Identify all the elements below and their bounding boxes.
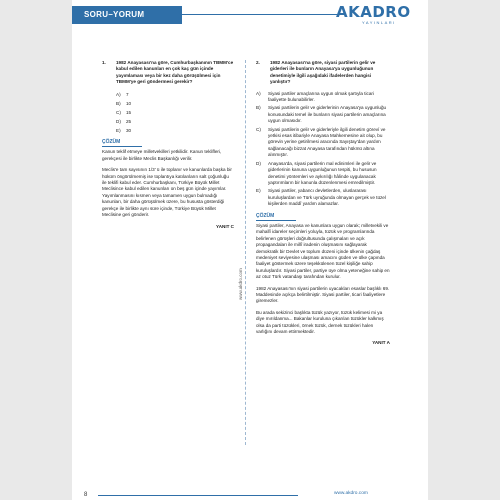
logo-subtext: YAYINLARI xyxy=(362,20,396,25)
solution-rule xyxy=(102,146,142,147)
solution-paragraph: Meclis'e tam sayısının 1/3' ü ile toplanır ve kanunlarda başka bir hüküm öngörülmemiş ise toplantıya katılanların salt çoğunluğu ile teklifi kabul eder. Cumhurbaşkanı, Türkiye Büyük Millet Meclisince kabul edilen kanunları on beş gün içinde yayımlar. Yayımlanmasını kısmen veya tamamen uygun bulmadığı kanunları, bir daha görüşülmek üzere, bu hususta gösterdiği gerekçe ile birlikte aynı süre içinde, Türkiye Büyük Millet Meclisine geri gönderir. xyxy=(102,167,232,218)
question-text: 1982 Anayasası'na göre, Cumhurbaşkanının TBMM'ce kabul edilen kanunları en çok kaç gün içinde yayımlaması veya bir kez daha görüşülmesi için TBMM'ye geri göndermesi gerekir? xyxy=(116,60,234,85)
column-divider xyxy=(245,60,246,445)
question-number: 1. xyxy=(102,60,106,65)
option-a: A) 7 xyxy=(116,91,129,97)
question-2-column xyxy=(256,60,390,347)
side-url: www.akdro.com xyxy=(238,268,243,300)
page-number: 8 xyxy=(84,492,88,498)
solution-paragraph: Siyasi partiler, Anayasa ve kanunlara uygun olarak; milletvekili ve mahallî idareler seçimleri yoluyla, tüzük ve programlarında belirlenen görüşleri doğrultusunda çalışmaları ve açık propagandaları ile millî iradenin oluşmasını sağlayarak demokratik bir Devlet ve toplum düzeni içinde ülkenin çağdaş medeniyet seviyesine ulaşması amacını güden ve ülke çapında faaliyet göstermek üzere teşekkülenen tüzel kişiliğe sahip kuruluşlardır. Siyasi partiler, partiye üye olma yeteneğine sahip en az otuz Türk vatandaşı tarafından kurulur. xyxy=(256,222,390,280)
option-d: D) Anayasa'da, siyasi partilerin mal edinimleri ile gelir ve giderlerinin kanuna uygunluğunun tespiti, bu hususun denetimi yöntemleri ve aykırılığı hâlinde uygulanacak yaptırımların bir kanunla düzenlenmesi emredilmiştir. xyxy=(256,160,377,185)
solution-paragraph: 1982 Anayasası'nın siyasi partilerin uyacakları esaslar başlıklı 69. Maddesinde açıkça belirtilmiştir. Siyasi partiler, ticari faaliyetlere giremezler. xyxy=(256,285,390,304)
question-1-column xyxy=(102,60,234,230)
option-c: C) Siyasi partilerin gelir ve giderleriyle ilgili denetim göreví ve yetkisi esas itibariyle Anayasa Mahkemesine ait olup, bu görevin yerine getirilmesi aracında Sayıştay'dan yardım sağlanacağı bizzat Anayasa tarafından hükmü altına alınmıştır. xyxy=(256,126,386,158)
option-d: D) 25 xyxy=(116,118,132,124)
solution-label: ÇÖZÜM xyxy=(102,139,121,146)
logo-wordmark: AKADRO xyxy=(336,3,411,21)
solution-label: ÇÖZÜM xyxy=(256,212,275,219)
solution-rule xyxy=(256,220,296,221)
option-b: B) Siyasi partilerin gelir ve giderlerinin Anayasa'ya uygunluğu konusundaki temel ile bunların siyasi partilerin amaçlarına uygun olmasıdır. xyxy=(256,105,387,124)
answer-options xyxy=(256,91,390,208)
answer-options xyxy=(116,92,234,134)
section-tab: SORU–YORUM xyxy=(72,6,182,24)
header-rule xyxy=(170,14,338,15)
question-text: 1982 Anayasası'na göre, siyasi partilerin gelir ve giderleri ile bunların Anayasa'ya uygunluğunun denetimiyle ilgili aşağıdaki ifadelerden hangisi yanlıştır? xyxy=(270,60,376,85)
option-e: E) Siyasi partiler, yabancı devletlerden, uluslararası kuruluşlardan ve Türk uyruğunda olmayan gerçek ve tüzel kişilerden maddî yardım alamazlar. xyxy=(256,188,386,207)
footer-url: www.akdro.com xyxy=(334,491,368,496)
answer-key: YANIT C xyxy=(216,223,234,229)
solution-paragraph: Kanun teklif etmeye milletvekilleri yetkilidir. Kanun teklifleri, gerekçesi ile birlikte Meclis Başkanlığı verilir. xyxy=(102,149,222,161)
option-a: A) Siyasi partiler amaçlarına uygun olmak şartıyla ticari faaliyette bulunabilirler. xyxy=(256,90,374,103)
option-b: B) 10 xyxy=(116,100,132,106)
document-page xyxy=(72,0,428,500)
question-1 xyxy=(102,60,234,86)
question-2 xyxy=(256,60,390,86)
solution-paragraph: Bu arada sekizinci başlıkta tüzük yazıyor, tüzük kelimesi mi ya diye mırıldanma... Bakanlar kuruluna çıkarılan tüzükler kalkmış olsa da parti tüzükleri, örnek tüzük, dernek tüzükleri halen varlığını devam ettirmektedir. xyxy=(256,309,384,335)
option-c: C) 15 xyxy=(116,109,132,115)
footer-rule xyxy=(98,495,298,496)
question-number: 2. xyxy=(256,60,260,65)
page-header xyxy=(72,0,428,38)
option-e: E) 30 xyxy=(116,127,132,133)
publisher-logo xyxy=(336,4,416,34)
answer-key: YANIT A xyxy=(372,340,390,346)
